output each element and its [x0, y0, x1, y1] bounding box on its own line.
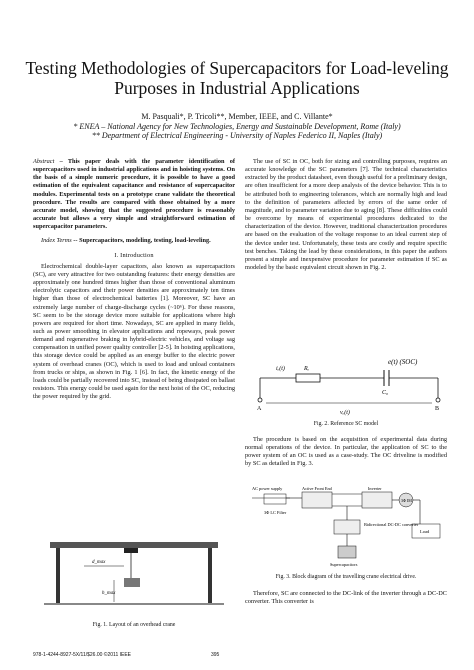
- fig1-caption: Fig. 1. Layout of an overhead crane: [92, 622, 176, 628]
- dmax-label: d_max: [92, 560, 106, 565]
- abstract: [33, 158, 235, 231]
- crane-leg-left: [56, 548, 60, 603]
- left-column: [33, 158, 235, 401]
- page-footer: [33, 652, 445, 658]
- motor-label: 3Φ IM: [401, 498, 412, 503]
- fig3-caption: Fig. 3. Block diagram of the travelling crane electrical drive.: [275, 574, 417, 580]
- crane-girder: [50, 542, 218, 548]
- dcdc-converter-label: Bidirectional DC-DC converter: [364, 522, 419, 527]
- page-number: 395: [211, 652, 220, 658]
- terminal-a-label: A: [257, 406, 262, 412]
- lc-filter-block: [264, 494, 286, 504]
- terminal-b-label: B: [435, 406, 440, 412]
- terminal-a: [258, 398, 262, 402]
- figure-drive-block-diagram: [250, 484, 446, 572]
- inverter-label: Inverter: [368, 486, 382, 491]
- index-terms-label: Index Terms: [41, 237, 72, 245]
- dcdc-converter-block: [334, 520, 360, 534]
- resistor-symbol: [296, 374, 320, 382]
- abstract-text: – This paper deals with the parameter identification of supercapacitors used in industrial applications and in hoisting systems. On the basis of a simple numeric procedure, it is possible to have a good estimation of the equivalent capacitance and resistance of supercapacitor modules. Experimental tests on a prototype crane validate the theoretical procedure. The results are compared with those obtained by a more accurate model, showing that the suggested procedure is reasonably accurate but allows a very simple and straightforward estimation of supercapacitor parameters.: [33, 158, 235, 231]
- crane-trolley: [124, 548, 138, 553]
- copyright-isbn: 978-1-4244-8927-5X/11/$26.00 ©2011 IEEE: [33, 652, 132, 658]
- section-heading-introduction: I. Introduction: [114, 251, 154, 259]
- crane-load: [124, 578, 140, 587]
- crane-leg-right: [208, 548, 212, 603]
- load-label: Load: [420, 529, 430, 534]
- hmax-label: h_max: [102, 591, 116, 596]
- right-column-bottom: [245, 590, 447, 606]
- index-terms: [33, 237, 235, 245]
- lc-filter-label: 3Φ LC Filter: [264, 510, 287, 515]
- affiliation-naples: ** Department of Electrical Engineering - University of Naples Federico II, Naples (Italy): [91, 131, 383, 140]
- right-paragraph-1: The use of SC in OC, both for sizing and controlling purposes, requires an accurate knowledge of the SC parameters [7]. The technical characteristics extracted by the product datasheet, even though useful for a preliminary design, are often insufficient for a more deep analysis of the device behavior. This is to be attributed both to engineering tolerances, which are normally high and lead to the definition of parameters affected by errors of the same order of magnitude, and to parameter variation due to aging [8]. These difficulties could be overcome by means of experimental procedures dedicated to the characterization of the device. However, traditional characterization procedures are based on the evaluation of the voltage response to an ideal current step of the device under test. Unfortunately, these tests are costly and require specific test benches. Taking the lead by these considerations, in this paper the authors present a simple and inexpensive procedure for parameter estimation if SC as modeled by the basic equivalent circuit shown in Fig. 2.: [245, 158, 447, 272]
- voltage-label: vₑ(t): [340, 410, 350, 416]
- fig2-caption: Fig. 2. Reference SC model: [313, 421, 379, 427]
- index-terms-text: -- Supercapacitors, modeling, testing, load-leveling.: [71, 237, 211, 245]
- intro-paragraph: Electrochemical double-layer capacitors, also known as supercapacitors (SC), are very attractive for two outstanding features: their energy densities are approximately one hundred times higher than those of conventional aluminum electrolytic capacitors and their power densities are approximately ten times higher than those of electrochemical batteries [1]. Moreover, SC have an extremely large number of charge-discharge cycles (~10⁶). For these reasons, SC seem to be the storage device more suitable for applications where high powers are required for short time. Nowadays, SC are applied in many fields, such as power smoothing in elevator applications and ropeways, peak power demand and regenerative braking in hybrid-electric vehicles, and voltage sag compensation in unified power quality controller [2-5]. In hoisting applications, this storage device could be applied as an energy buffer to the electric power system of overhead cranes (OC), which is used to load and unload containers from trucks or ships, as shown in Fig. 1 [6]. In fact, the kinetic energy of the loads could be partially recovered into SC, instead of being dissipated on ballast resistors. This energy could be used again for the next hoist of the OC, reducing the power required by the grid.: [33, 262, 235, 401]
- right-column-middle: [245, 436, 447, 469]
- active-front-end-block: [302, 492, 332, 508]
- terminal-b: [436, 398, 440, 402]
- author-block: [14, 112, 460, 141]
- right-column-top: [245, 158, 447, 272]
- current-label: iₑ(t): [276, 366, 285, 372]
- ac-supply-label: AC power supply: [252, 486, 283, 491]
- paper-title: Testing Methodologies of Supercapacitors for Load-leveling Purposes in Industrial Applications: [25, 58, 449, 98]
- resistor-label: Rₑ: [304, 366, 310, 372]
- figure-overhead-crane: [44, 536, 224, 616]
- active-front-end-label: Active Front End: [302, 486, 332, 491]
- right-paragraph-3: Therefore, SC are connected to the DC-link of the inverter through a DC-DC converter. This converter is: [245, 590, 447, 606]
- supercapacitor-bank: [338, 546, 356, 558]
- emf-label: e(t) (SOC): [388, 358, 418, 366]
- abstract-label: Abstract: [33, 158, 55, 165]
- author-line: M. Pasquali*, P. Tricoli**, Member, IEEE, and C. Villante*: [141, 112, 333, 121]
- affiliation-enea: * ENEA – National Agency for New Technologies, Energy and Sustainable Development, Rome (Italy): [73, 121, 401, 131]
- right-paragraph-2: The procedure is based on the acquisition of experimental data during normal operations of the device. In particular, the application of SC to the power system of an OC is used as a case-study. The OC driveline is modified by SC as detailed in Fig. 3.: [245, 436, 447, 468]
- supercapacitor-label: Supercapacitors: [330, 562, 358, 567]
- capacitor-label: C₀: [382, 390, 389, 396]
- figure-sc-model-circuit: [256, 356, 446, 418]
- inverter-block: [362, 492, 392, 508]
